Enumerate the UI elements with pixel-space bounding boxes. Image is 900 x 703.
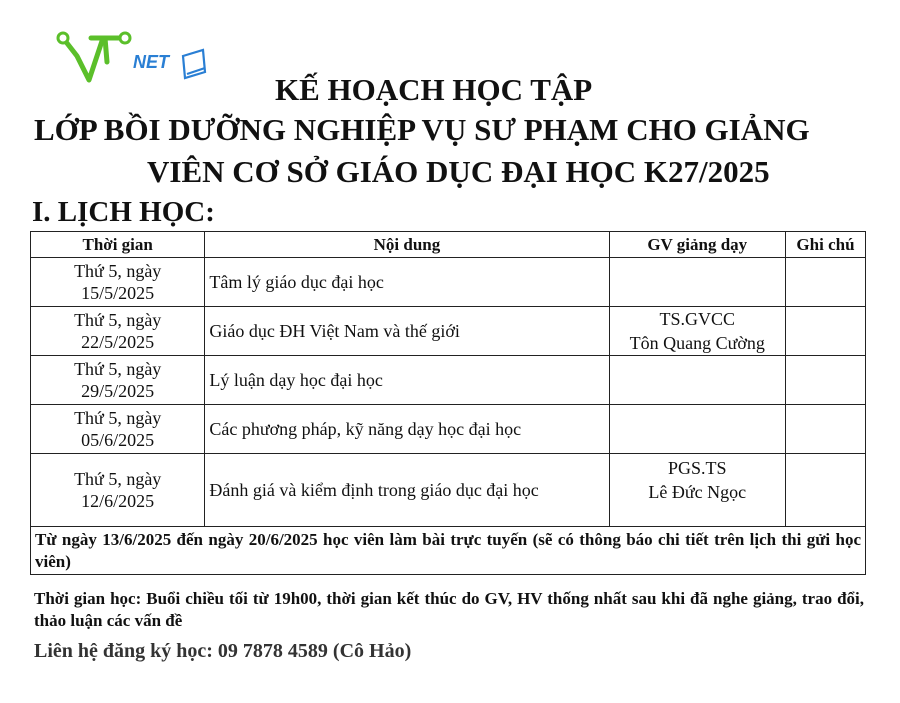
date-weekday: Thứ 5, ngày [74,310,162,330]
note-cell [785,454,865,527]
teacher-title: PGS.TS [667,458,727,478]
content-cell: Lý luận dạy học đại học [205,356,609,405]
logo-mark [63,38,125,80]
date-value: 22/5/2025 [81,332,155,352]
content-cell: Tâm lý giáo dục đại học [205,258,609,307]
online-exam-notice: Từ ngày 13/6/2025 đến ngày 20/6/2025 học viên làm bài trực tuyến (sẽ có thông báo chi tiết trên lịch thi gửi học viên) [31,527,866,575]
date-cell [31,405,205,454]
date-cell [31,307,205,356]
vnet-logo [55,28,230,90]
header-content: Nội dung [205,232,609,258]
contact-info: Liên hệ đăng ký học: 09 7878 4589 (Cô Hảo) [34,640,412,662]
logo-text: NET [133,52,169,72]
date-value: 15/5/2025 [81,283,155,303]
teacher-title: TS.GVCC [659,309,735,329]
date-cell [31,356,205,405]
date-weekday: Thứ 5, ngày [74,261,162,281]
date-cell [31,258,205,307]
teacher-cell [609,356,785,405]
study-time-note: Thời gian học: Buổi chiều tối từ 19h00, thời gian kết thúc do GV, HV thống nhất sau khi đã nghe giảng, trao đổi, thảo luận các vấn đề [34,589,864,630]
date-cell [31,454,205,527]
content-cell: Các phương pháp, kỹ năng dạy học đại học [205,405,609,454]
date-value: 12/6/2025 [81,491,155,511]
content-cell: Đánh giá và kiểm định trong giáo dục đại học [205,454,609,527]
teacher-cell [609,405,785,454]
note-cell [785,307,865,356]
date-weekday: Thứ 5, ngày [74,469,162,489]
section-heading: I. LỊCH HỌC: [32,196,215,228]
table-row [31,454,866,527]
teacher-cell [609,258,785,307]
teacher-name: Tôn Quang Cường [629,333,765,353]
schedule-table [30,231,866,575]
note-cell [785,356,865,405]
date-weekday: Thứ 5, ngày [74,359,162,379]
table-row [31,307,866,356]
teacher-cell [609,307,785,356]
content-cell: Giáo dục ĐH Việt Nam và thế giới [205,307,609,356]
title-line-3: VIÊN CƠ SỞ GIÁO DỤC ĐẠI HỌC K27/2025 [147,154,770,189]
header-note: Ghi chú [785,232,865,258]
table-row [31,405,866,454]
date-value: 05/6/2025 [81,430,155,450]
table-row [31,356,866,405]
teacher-name: Lê Đức Ngọc [648,482,747,502]
notice-row [31,527,866,575]
note-cell [785,405,865,454]
teacher-cell [609,454,785,527]
header-time: Thời gian [31,232,205,258]
book-icon [183,50,205,78]
header-teacher: GV giảng dạy [609,232,785,258]
table-row [31,258,866,307]
title-line-2: LỚP BỒI DƯỠNG NGHIỆP VỤ SƯ PHẠM CHO GIẢNG [34,112,810,147]
date-weekday: Thứ 5, ngày [74,408,162,428]
table-header-row [31,232,866,258]
note-cell [785,258,865,307]
title-line-1: KẾ HOẠCH HỌC TẬP [275,72,593,107]
date-value: 29/5/2025 [81,381,155,401]
